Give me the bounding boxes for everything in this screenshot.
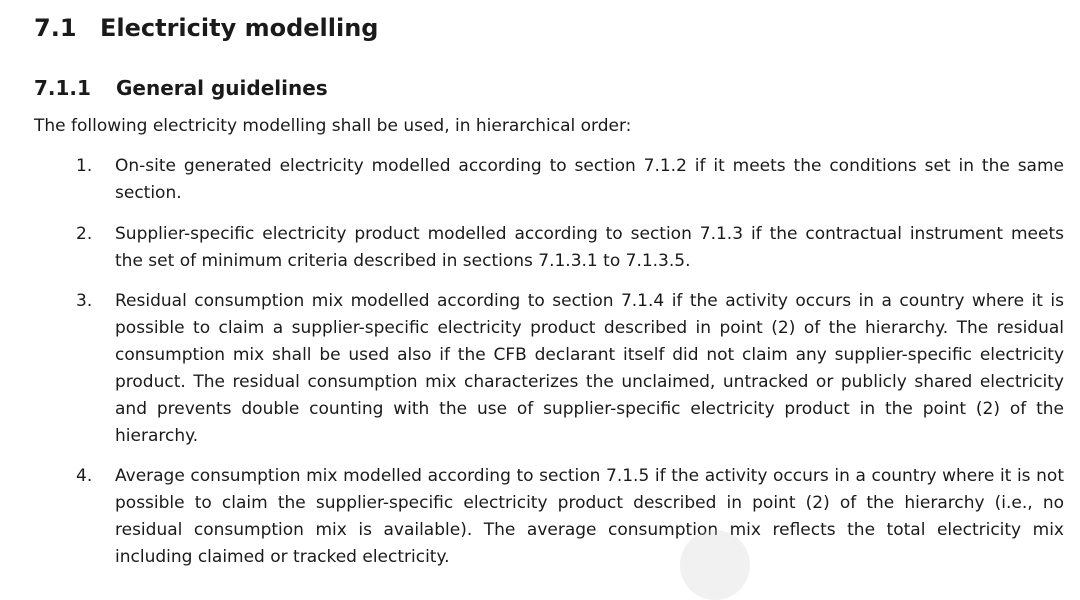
list-item-marker: 4. xyxy=(76,466,93,486)
list-item-marker: 3. xyxy=(76,291,93,311)
list-item-text: Residual consumption mix modelled according to section 7.1.4 if the activity occurs in a country where it is possible to claim a supplier-specific electricity product described in point (2) of the hierarchy. The residual consumption mix shall be used also if the CFB declarant itself did not claim any supplier-specific electricity product. The residual consumption mix characterizes the unclaimed, untracked or publicly shared electricity and prevents double counting with the use of supplier-specific electricity product in the point (2) of the hierarchy. xyxy=(115,291,1064,446)
section-heading xyxy=(34,12,1064,44)
subsection-title: General guidelines xyxy=(116,76,328,100)
section-number: 7.1 xyxy=(34,14,77,42)
section-title: Electricity modelling xyxy=(100,14,379,42)
list-item-marker: 2. xyxy=(76,224,93,244)
list-item xyxy=(34,463,1064,571)
watermark-shape xyxy=(680,530,750,600)
list-item-text: Supplier-specific electricity product modelled according to section 7.1.3 if the contractual instrument meets the set of minimum criteria described in sections 7.1.3.1 to 7.1.3.5. xyxy=(115,224,1064,271)
list-item-marker: 1. xyxy=(76,156,93,176)
list-item xyxy=(34,153,1064,207)
subsection-heading xyxy=(34,74,1064,102)
intro-paragraph: The following electricity modelling shall be used, in hierarchical order: xyxy=(34,116,632,136)
list-item-text: Average consumption mix modelled according to section 7.1.5 if the activity occurs in a country where it is not possible to claim the supplier-specific electricity product described in point (2) of the hierarchy (i.e., no residual consumption mix is available). The average consumption mix reflects the total electricity mix including claimed or tracked electricity. xyxy=(115,466,1064,567)
list-item xyxy=(34,288,1064,450)
hierarchy-list xyxy=(34,153,1064,571)
document-page xyxy=(34,12,1064,571)
list-item xyxy=(34,221,1064,275)
subsection-number: 7.1.1 xyxy=(34,76,91,100)
list-item-text: On-site generated electricity modelled according to section 7.1.2 if it meets the conditions set in the same section. xyxy=(115,156,1064,203)
